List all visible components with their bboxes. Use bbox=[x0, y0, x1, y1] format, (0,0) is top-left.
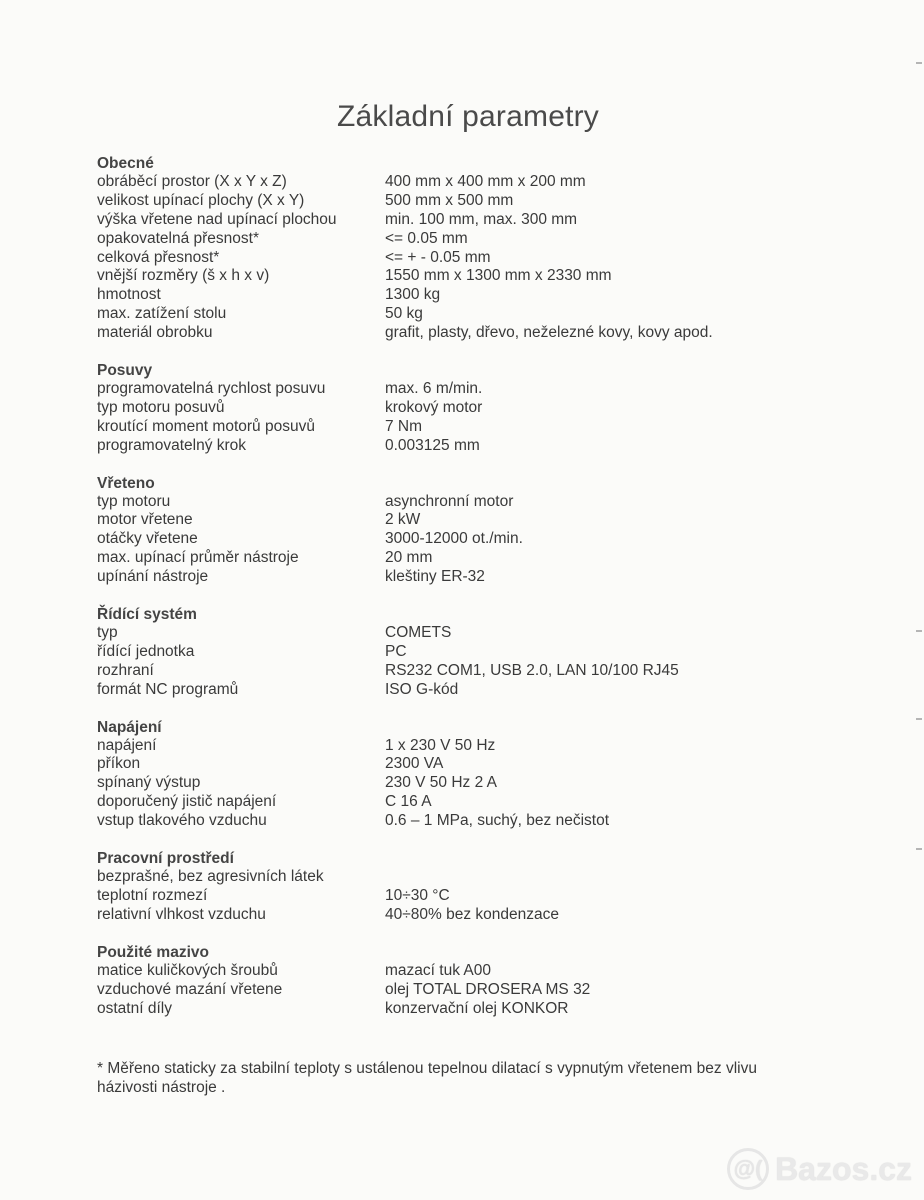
watermark-text: Bazos.cz bbox=[775, 1150, 912, 1187]
param-value: kleštiny ER-32 bbox=[385, 568, 485, 586]
param-row bbox=[97, 868, 877, 887]
param-row bbox=[97, 962, 877, 981]
param-label: otáčky vřetene bbox=[97, 530, 198, 548]
bazos-watermark bbox=[727, 1148, 912, 1190]
param-value: 50 kg bbox=[385, 305, 423, 323]
param-row bbox=[97, 437, 877, 456]
param-label: vstup tlakového vzduchu bbox=[97, 812, 267, 830]
param-row bbox=[97, 793, 877, 812]
param-value: COMETS bbox=[385, 624, 452, 642]
param-value: 230 V 50 Hz 2 A bbox=[385, 774, 498, 792]
parameter-sections bbox=[97, 154, 877, 1036]
param-row bbox=[97, 399, 877, 418]
param-value: 7 Nm bbox=[385, 417, 423, 435]
section-heading: Řídící systém bbox=[97, 606, 197, 624]
param-value: 500 mm x 500 mm bbox=[385, 191, 514, 209]
param-label: ostatní díly bbox=[97, 999, 172, 1017]
param-label: matice kuličkových šroubů bbox=[97, 961, 278, 979]
param-value: 10÷30 °C bbox=[385, 886, 450, 904]
param-label: typ motoru bbox=[97, 492, 171, 510]
param-value: 2300 VA bbox=[385, 755, 444, 773]
param-label: motor vřetene bbox=[97, 511, 193, 529]
param-row bbox=[97, 249, 877, 268]
section-vreteno bbox=[97, 474, 877, 587]
param-value: 400 mm x 400 mm x 200 mm bbox=[385, 173, 586, 190]
scan-edge-mark bbox=[916, 848, 922, 850]
footnote-line: házivosti nástroje . bbox=[97, 1079, 226, 1096]
param-label: vnější rozměry (š x h x v) bbox=[97, 267, 270, 285]
param-row bbox=[97, 887, 877, 906]
param-value: 3000-12000 ot./min. bbox=[385, 530, 523, 548]
at-icon: @( bbox=[727, 1148, 769, 1190]
param-row bbox=[97, 662, 877, 681]
param-row bbox=[97, 267, 877, 286]
param-value: 0.003125 mm bbox=[385, 436, 480, 454]
param-row bbox=[97, 568, 877, 587]
param-row bbox=[97, 1000, 877, 1019]
param-label: celková přesnost* bbox=[97, 248, 220, 266]
param-label: teplotní rozmezí bbox=[97, 886, 208, 904]
param-row bbox=[97, 305, 877, 324]
section-pouzite-mazivo bbox=[97, 943, 877, 1019]
param-label: formát NC programů bbox=[97, 680, 239, 698]
footnote bbox=[97, 1059, 817, 1097]
param-row bbox=[97, 981, 877, 1000]
param-value: C 16 A bbox=[385, 793, 432, 811]
param-value: PC bbox=[385, 642, 407, 660]
param-value: 0.6 – 1 MPa, suchý, bez nečistot bbox=[385, 812, 610, 830]
param-row bbox=[97, 286, 877, 305]
param-label: programovatelná rychlost posuvu bbox=[97, 380, 326, 398]
param-row bbox=[97, 530, 877, 549]
section-ridici-system bbox=[97, 605, 877, 700]
section-heading: Napájení bbox=[97, 718, 162, 736]
param-row bbox=[97, 493, 877, 512]
param-label: velikost upínací plochy (X x Y) bbox=[97, 191, 305, 209]
param-value: grafit, plasty, dřevo, neželezné kovy, kovy apod. bbox=[385, 324, 713, 342]
param-value: min. 100 mm, max. 300 mm bbox=[385, 210, 578, 228]
section-napajeni bbox=[97, 718, 877, 831]
param-value: konzervační olej KONKOR bbox=[385, 999, 569, 1017]
section-heading: Posuvy bbox=[97, 362, 153, 380]
param-value: 1 x 230 V 50 Hz bbox=[385, 736, 496, 754]
param-label: rozhraní bbox=[97, 661, 154, 679]
section-heading: Použité mazivo bbox=[97, 943, 209, 961]
param-label: relativní vlhkost vzduchu bbox=[97, 905, 266, 923]
param-value: ISO G-kód bbox=[385, 680, 459, 698]
param-label: programovatelný krok bbox=[97, 436, 247, 454]
scan-edge-mark bbox=[916, 718, 922, 720]
param-row bbox=[97, 511, 877, 530]
param-label: upínání nástroje bbox=[97, 568, 209, 586]
param-value: 1300 kg bbox=[385, 286, 441, 304]
param-value: krokový motor bbox=[385, 398, 483, 416]
param-value: <= 0.05 mm bbox=[385, 229, 468, 247]
param-row bbox=[97, 906, 877, 925]
scan-edge-mark bbox=[916, 62, 922, 64]
param-row bbox=[97, 774, 877, 793]
section-heading: Obecné bbox=[97, 155, 154, 172]
param-row bbox=[97, 681, 877, 700]
param-value: 1550 mm x 1300 mm x 2330 mm bbox=[385, 267, 612, 285]
param-label: hmotnost bbox=[97, 286, 161, 304]
param-label: opakovatelná přesnost* bbox=[97, 229, 260, 247]
param-row bbox=[97, 324, 877, 343]
param-row bbox=[97, 755, 877, 774]
param-value: olej TOTAL DROSERA MS 32 bbox=[385, 980, 591, 998]
param-label: materiál obrobku bbox=[97, 324, 213, 342]
param-row bbox=[97, 549, 877, 568]
footnote-line: * Měřeno staticky za stabilní teploty s ustálenou tepelnou dilatací s vypnutým vřetenem bez vlivu bbox=[97, 1060, 757, 1077]
param-value: 40÷80% bez kondenzace bbox=[385, 905, 559, 923]
param-label: typ motoru posuvů bbox=[97, 398, 225, 416]
param-row bbox=[97, 173, 877, 192]
param-row bbox=[97, 211, 877, 230]
param-value: max. 6 m/min. bbox=[385, 380, 483, 398]
param-row bbox=[97, 380, 877, 399]
param-value: RS232 COM1, USB 2.0, LAN 10/100 RJ45 bbox=[385, 661, 679, 679]
param-label: spínaný výstup bbox=[97, 774, 201, 792]
section-heading: Vřeteno bbox=[97, 474, 155, 492]
param-row bbox=[97, 418, 877, 437]
section-posuvy bbox=[97, 361, 877, 456]
param-value: asynchronní motor bbox=[385, 492, 514, 510]
param-label: max. upínací průměr nástroje bbox=[97, 549, 299, 567]
param-label: řídící jednotka bbox=[97, 642, 195, 660]
section-heading: Pracovní prostředí bbox=[97, 850, 234, 868]
param-row bbox=[97, 624, 877, 643]
param-row bbox=[97, 192, 877, 211]
section-obecne bbox=[97, 154, 877, 343]
param-value: mazací tuk A00 bbox=[385, 961, 491, 979]
param-label: typ bbox=[97, 624, 118, 642]
section-pracovni-prostredi bbox=[97, 849, 877, 925]
param-label: bezprašné, bez agresivních látek bbox=[97, 868, 324, 886]
param-label: vzduchové mazání vřetene bbox=[97, 980, 283, 998]
param-row bbox=[97, 230, 877, 249]
param-value: 2 kW bbox=[385, 511, 421, 529]
param-label: max. zatížení stolu bbox=[97, 305, 227, 323]
param-label: kroutící moment motorů posuvů bbox=[97, 417, 315, 435]
param-value: <= + - 0.05 mm bbox=[385, 248, 491, 266]
param-label: doporučený jistič napájení bbox=[97, 793, 277, 811]
param-label: obráběcí prostor (X x Y x Z) bbox=[97, 173, 287, 190]
param-row bbox=[97, 812, 877, 831]
param-label: napájení bbox=[97, 736, 157, 754]
param-label: výška vřetene nad upínací plochou bbox=[97, 210, 337, 228]
param-row bbox=[97, 643, 877, 662]
scan-edge-mark bbox=[916, 630, 922, 632]
param-row bbox=[97, 737, 877, 756]
page-title: Základní parametry bbox=[336, 100, 600, 133]
param-value: 20 mm bbox=[385, 549, 433, 567]
param-label: příkon bbox=[97, 755, 141, 773]
